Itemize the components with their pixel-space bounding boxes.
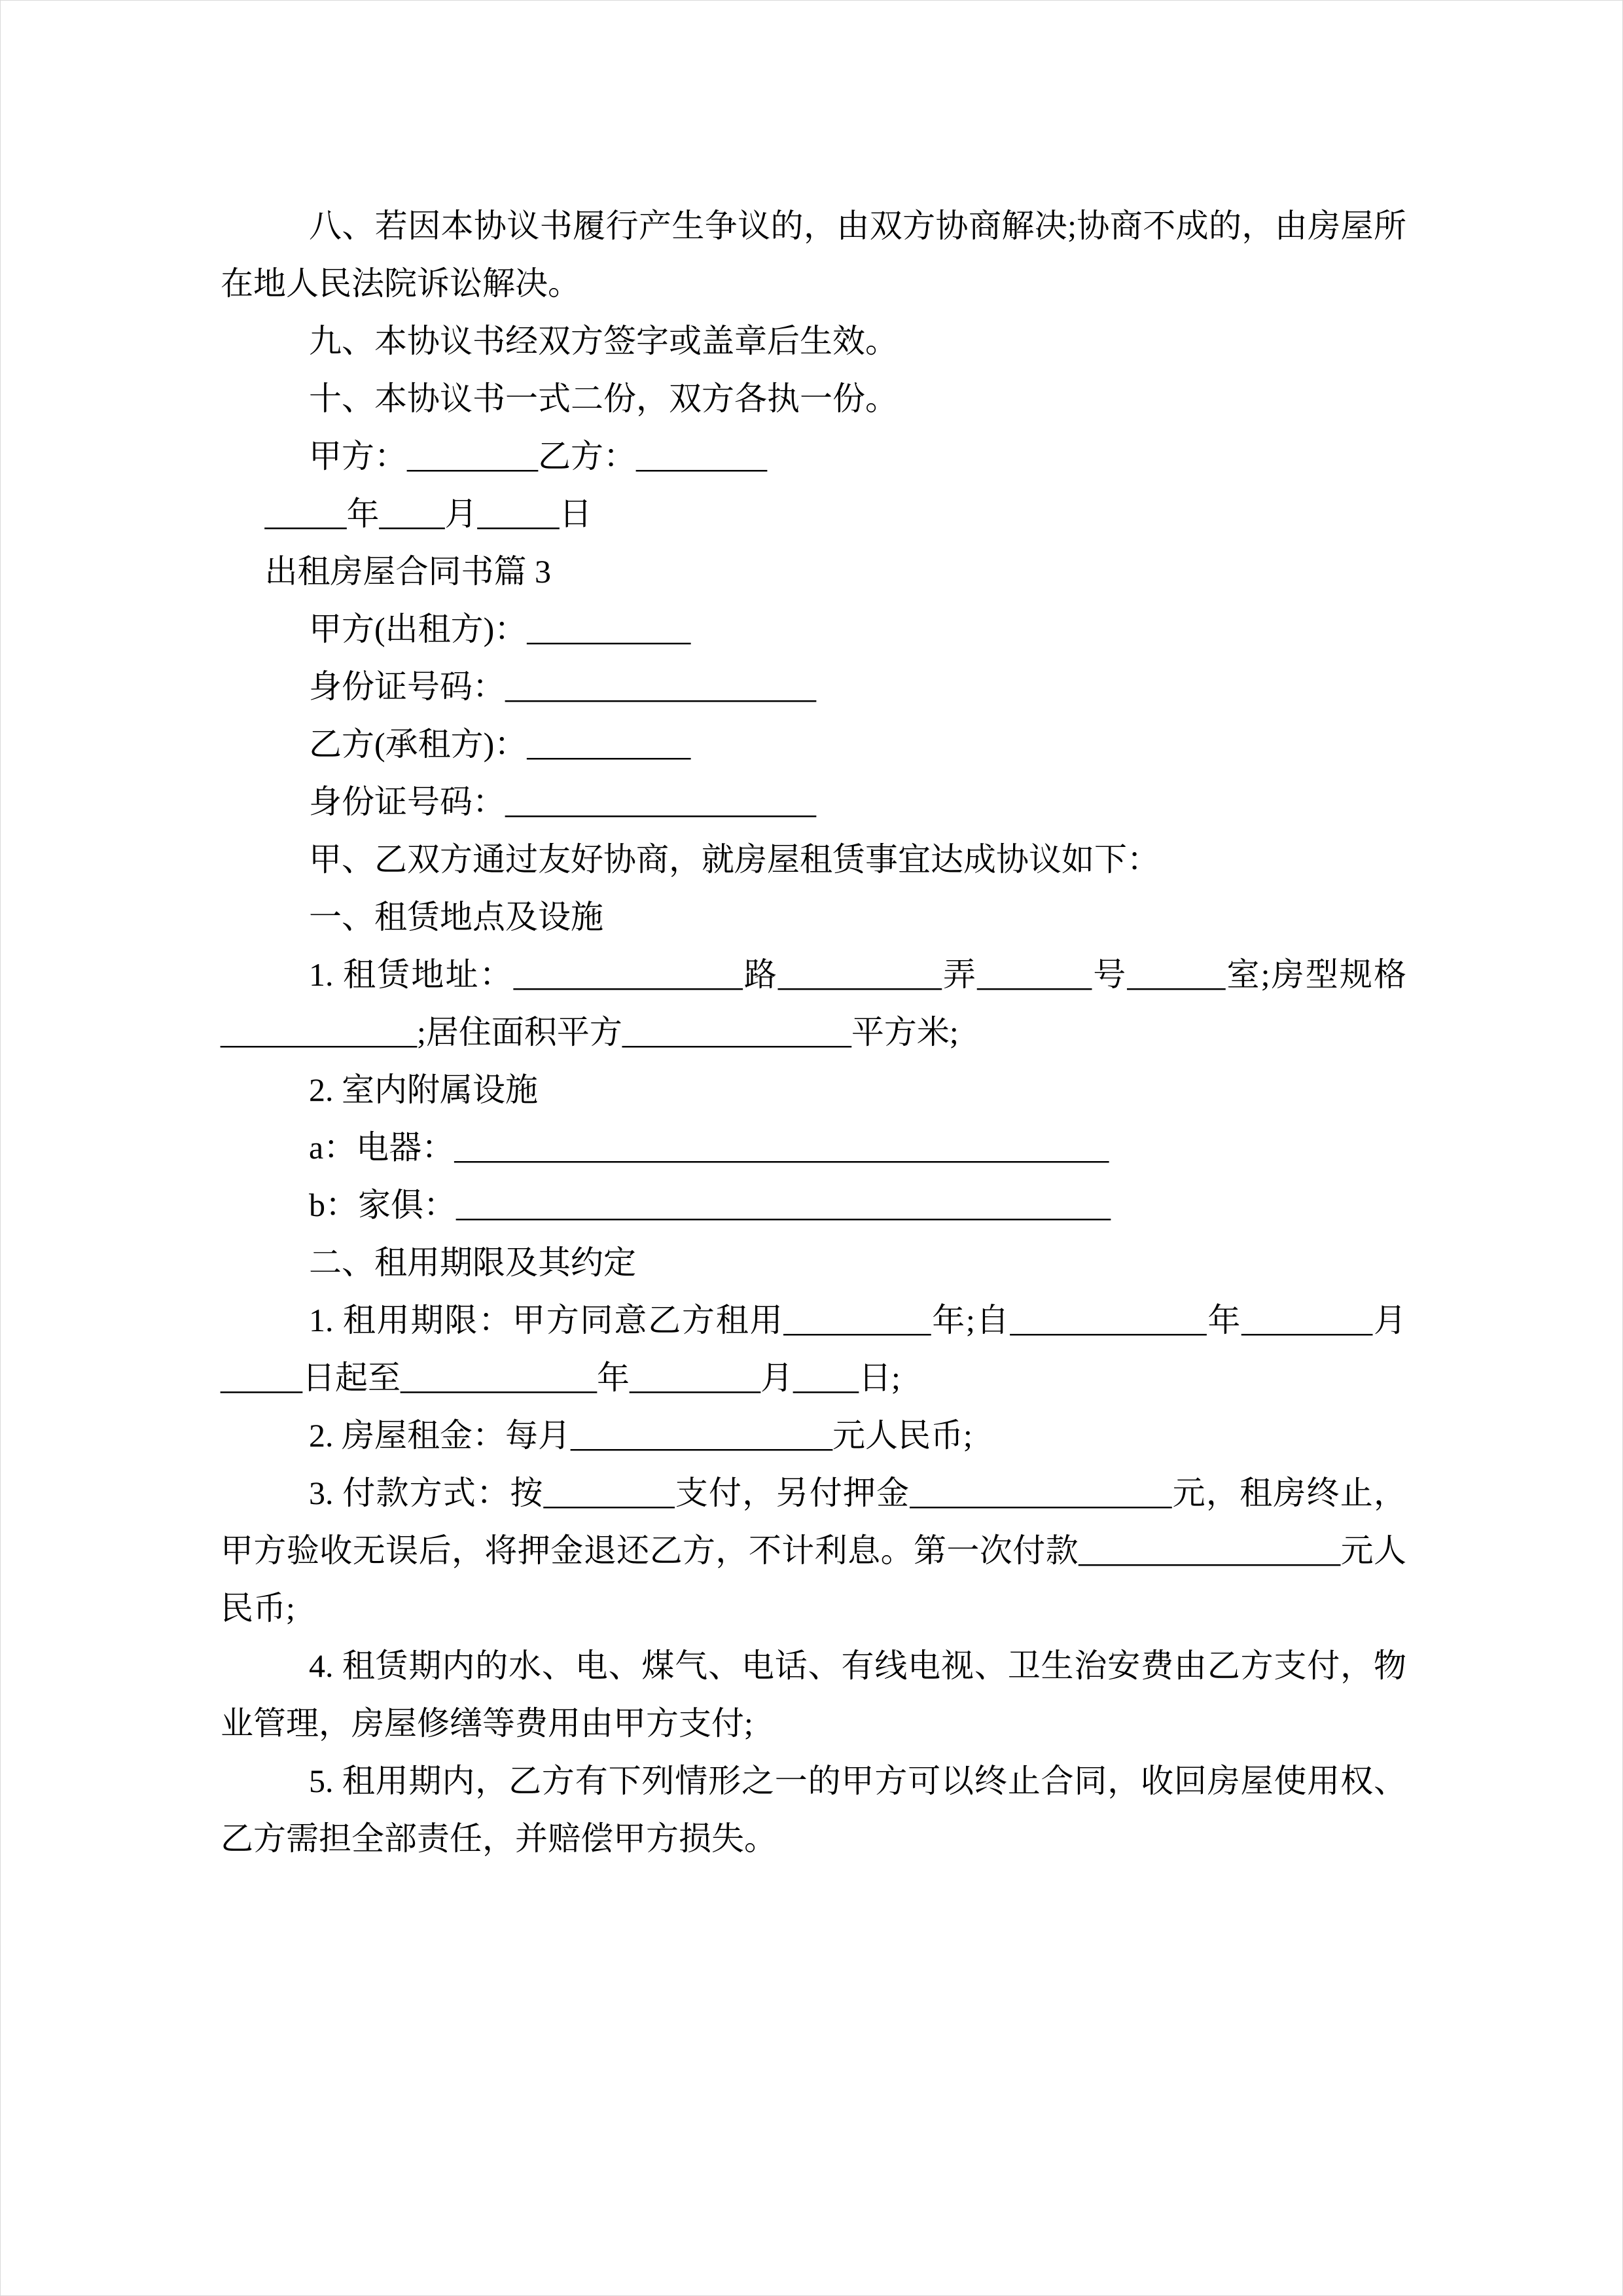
facilities-furniture-line: b：家俱：________________________________________ <box>309 1187 1111 1223</box>
clause-10-copies: 十、本协议书一式二份，双方各执一份。 <box>309 380 898 417</box>
facilities-appliances-line: a：电器：________________________________________ <box>309 1129 1109 1166</box>
clause-2-2-monthly-rent: 2. 房屋租金：每月________________元人民币; <box>309 1417 972 1454</box>
party-b-lessee-line: 乙方(承租方)：__________ <box>309 726 691 762</box>
date-line: _____年____月_____日 <box>264 495 592 532</box>
party-b-id-number-line: 身份证号码：___________________ <box>309 783 816 820</box>
contract-body <box>221 197 1406 1867</box>
clause-1-1-rental-address: 1. 租赁地址：______________路__________弄_______号______室;房型规格____________;居住面积平方______________平方米; <box>221 956 1406 1050</box>
clause-2-5-termination-conditions: 5. 租用期内，乙方有下列情形之一的甲方可以终止合同，收回房屋使用权、乙方需担全部责任，并赔偿甲方损失。 <box>221 1763 1406 1857</box>
signature-line-parties: 甲方：________乙方：________ <box>309 438 767 475</box>
clause-8-dispute-resolution: 八、若因本协议书履行产生争议的，由双方协商解决;协商不成的，由房屋所在地人民法院诉讼解决。 <box>221 207 1406 302</box>
section-2-heading-lease-term: 二、租用期限及其约定 <box>309 1244 636 1281</box>
clause-2-4-utilities-fees: 4. 租赁期内的水、电、煤气、电话、有线电视、卫生治安费由乙方支付，物业管理，房屋修缮等费用由甲方支付; <box>221 1647 1406 1742</box>
clause-2-1-lease-term: 1. 租用期限：甲方同意乙方租用_________年;自____________年________月_____日起至____________年________月____日; <box>221 1302 1406 1396</box>
preamble-agreement: 甲、乙双方通过友好协商，就房屋租赁事宜达成协议如下： <box>309 841 1160 878</box>
clause-1-2-indoor-facilities: 2. 室内附属设施 <box>309 1071 538 1108</box>
party-a-id-number-line: 身份证号码：___________________ <box>309 668 816 705</box>
party-a-lessor-line: 甲方(出租方)：__________ <box>309 611 691 647</box>
section-title-part-3: 出租房屋合同书篇 3 <box>264 553 551 590</box>
clause-2-3-payment-method: 3. 付款方式：按________支付，另付押金________________元，租房终止，甲方验收无误后，将押金退还乙方，不计利息。第一次付款________________元人民币; <box>221 1475 1406 1626</box>
clause-9-effectiveness: 九、本协议书经双方签字或盖章后生效。 <box>309 323 898 359</box>
section-1-heading-location-facilities: 一、租赁地点及设施 <box>309 899 603 935</box>
